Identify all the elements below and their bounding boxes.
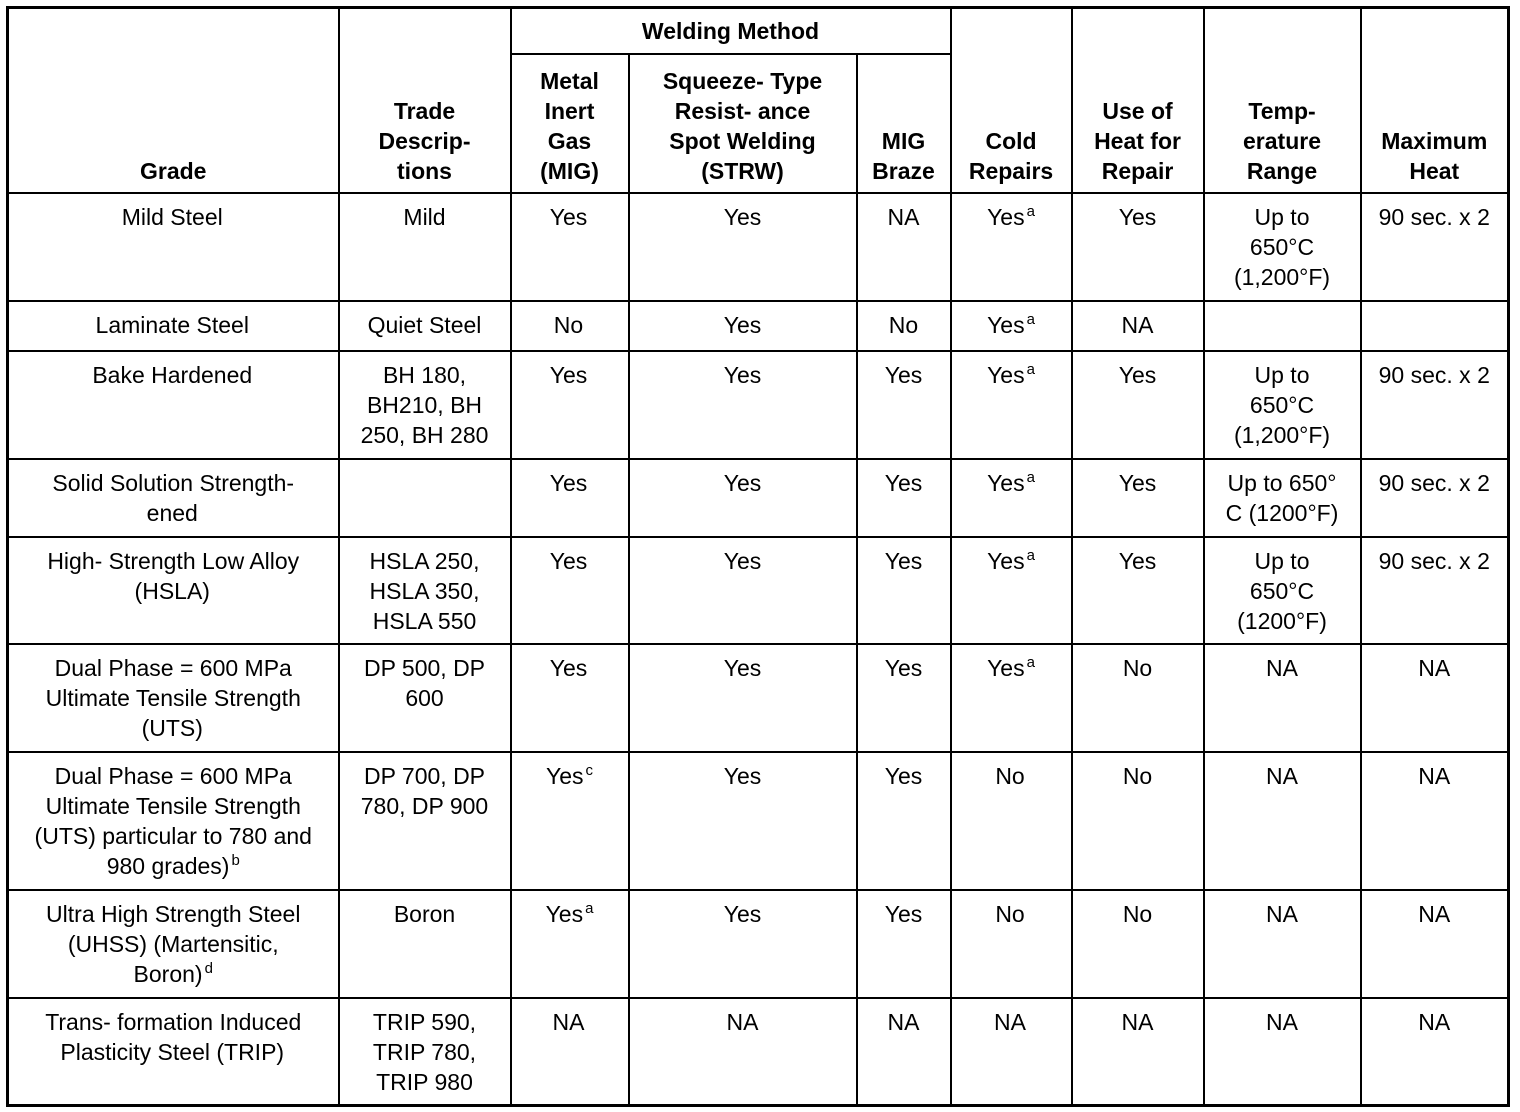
- cell-mig-braze: [857, 644, 951, 752]
- cell-cold-repairs-text: No: [995, 900, 1025, 927]
- steel-welding-table: [6, 6, 1510, 1107]
- cell-use-of-heat: [1072, 890, 1204, 998]
- cell-trade: [339, 752, 511, 890]
- cell-temperature-range-text: Up to 650°C (1,200°F): [1233, 361, 1331, 448]
- cell-strw: [629, 890, 857, 998]
- cell-mig-braze: [857, 752, 951, 890]
- cell-temperature-range-text: Up to 650°C (1200°F): [1237, 547, 1327, 634]
- cell-mig-text: Yes: [549, 469, 588, 496]
- header-strw: Squeeze- Type Resist- ance Spot Welding (STRW): [629, 54, 857, 193]
- cell-strw-text: Yes: [723, 547, 762, 574]
- cell-use-of-heat-text: No: [1122, 762, 1153, 789]
- cell-mig: [511, 459, 629, 537]
- cell-strw-text: Yes: [723, 762, 762, 789]
- footnote-marker: a: [1026, 310, 1035, 328]
- cell-temperature-range-text: NA: [1266, 654, 1298, 681]
- cell-grade-text: Ultra High Strength Steel (UHSS) (Martensitic, Boron): [46, 900, 301, 987]
- cell-mig: [511, 752, 629, 890]
- cell-cold-repairs-text: Yes: [987, 203, 1025, 230]
- cell-use-of-heat: [1072, 351, 1204, 459]
- cell-strw: [629, 193, 857, 301]
- cell-grade-text: Mild Steel: [121, 203, 223, 230]
- cell-temperature-range: [1204, 537, 1361, 644]
- cell-cold-repairs: [951, 193, 1072, 301]
- cell-trade: [339, 890, 511, 998]
- footnote-marker: b: [231, 851, 240, 869]
- cell-temperature-range-text: Up to 650°C (1,200°F): [1233, 203, 1331, 290]
- cell-mig-text: NA: [552, 1008, 585, 1035]
- cell-temperature-range: [1204, 193, 1361, 301]
- cell-cold-repairs: [951, 752, 1072, 890]
- cell-mig-braze-text: Yes: [884, 361, 923, 388]
- cell-use-of-heat-text: Yes: [1118, 361, 1157, 388]
- cell-cold-repairs: [951, 459, 1072, 537]
- cell-mig-text: Yes: [545, 762, 584, 789]
- cell-grade-text: High- Strength Low Alloy (HSLA): [47, 547, 300, 604]
- cell-trade: [339, 351, 511, 459]
- cell-mig-braze-text: No: [888, 311, 919, 338]
- footnote-marker: a: [1026, 202, 1035, 220]
- cell-use-of-heat-text: NA: [1121, 1008, 1154, 1035]
- cell-trade: [339, 193, 511, 301]
- cell-cold-repairs-text: Yes: [987, 547, 1025, 574]
- footnote-marker: d: [204, 959, 213, 977]
- cell-grade: [8, 193, 339, 301]
- cell-strw-text: NA: [726, 1008, 759, 1035]
- cell-mig-braze-text: Yes: [884, 900, 923, 927]
- cell-trade: [339, 301, 511, 351]
- cell-maximum-heat: [1361, 644, 1509, 752]
- cell-mig-braze-text: NA: [887, 203, 920, 230]
- cell-strw-text: Yes: [723, 361, 762, 388]
- cell-temperature-range: [1204, 351, 1361, 459]
- header-use-of-heat: Use of Heat for Repair: [1072, 8, 1204, 193]
- cell-use-of-heat: [1072, 644, 1204, 752]
- cell-cold-repairs-text: Yes: [987, 361, 1025, 388]
- cell-trade-text: TRIP 590, TRIP 780, TRIP 980: [372, 1008, 477, 1095]
- cell-maximum-heat-text: NA: [1418, 654, 1451, 681]
- cell-grade: [8, 890, 339, 998]
- cell-maximum-heat-text: 90 sec. x 2: [1378, 203, 1490, 230]
- cell-trade-text: DP 500, DP 600: [363, 654, 486, 711]
- cell-strw: [629, 752, 857, 890]
- cell-mig-braze-text: Yes: [884, 762, 923, 789]
- table-row: [8, 537, 1509, 644]
- cell-trade-text: Quiet Steel: [367, 311, 482, 338]
- cell-mig-braze-text: Yes: [884, 654, 923, 681]
- cell-mig: [511, 351, 629, 459]
- header-temperature-range: Temp- erature Range: [1204, 8, 1361, 193]
- table-row: [8, 998, 1509, 1106]
- cell-strw-text: Yes: [723, 311, 762, 338]
- footnote-marker: a: [1026, 653, 1035, 671]
- cell-use-of-heat-text: No: [1122, 900, 1153, 927]
- header-mig: Metal Inert Gas (MIG): [511, 54, 629, 193]
- cell-mig-text: Yes: [549, 654, 588, 681]
- cell-grade: [8, 998, 339, 1106]
- footnote-marker: a: [1026, 468, 1035, 486]
- cell-mig-braze: [857, 890, 951, 998]
- cell-strw: [629, 998, 857, 1106]
- footnote-marker: a: [1026, 546, 1035, 564]
- cell-mig-text: Yes: [545, 900, 584, 927]
- cell-mig-braze: [857, 351, 951, 459]
- cell-mig-text: Yes: [549, 361, 588, 388]
- cell-maximum-heat-text: NA: [1418, 762, 1451, 789]
- cell-mig-text: No: [553, 311, 584, 338]
- cell-maximum-heat: [1361, 752, 1509, 890]
- cell-maximum-heat: [1361, 351, 1509, 459]
- cell-mig: [511, 890, 629, 998]
- cell-temperature-range: [1204, 890, 1361, 998]
- cell-use-of-heat: [1072, 301, 1204, 351]
- cell-trade-text: DP 700, DP 780, DP 900: [360, 762, 489, 819]
- cell-strw: [629, 644, 857, 752]
- cell-temperature-range-text: Up to 650° C (1200°F): [1225, 469, 1339, 526]
- cell-mig-braze: [857, 301, 951, 351]
- cell-maximum-heat-text: 90 sec. x 2: [1378, 469, 1490, 496]
- cell-mig: [511, 193, 629, 301]
- cell-use-of-heat-text: No: [1122, 654, 1153, 681]
- cell-temperature-range: [1204, 459, 1361, 537]
- table-row: [8, 193, 1509, 301]
- cell-mig-braze-text: NA: [887, 1008, 920, 1035]
- cell-trade: [339, 537, 511, 644]
- cell-maximum-heat: [1361, 537, 1509, 644]
- cell-mig: [511, 537, 629, 644]
- cell-cold-repairs: [951, 890, 1072, 998]
- footnote-marker: c: [585, 761, 594, 779]
- cell-maximum-heat: [1361, 459, 1509, 537]
- cell-temperature-range-text: NA: [1266, 900, 1298, 927]
- cell-mig-text: Yes: [549, 203, 588, 230]
- cell-grade-text: Laminate Steel: [95, 311, 249, 338]
- cell-mig-braze: [857, 998, 951, 1106]
- cell-trade-text: HSLA 250, HSLA 350, HSLA 550: [369, 547, 480, 634]
- cell-mig-text: Yes: [549, 547, 588, 574]
- cell-strw: [629, 301, 857, 351]
- cell-maximum-heat-text: 90 sec. x 2: [1378, 547, 1490, 574]
- cell-use-of-heat-text: Yes: [1118, 547, 1157, 574]
- cell-cold-repairs: [951, 537, 1072, 644]
- cell-cold-repairs-text: NA: [994, 1008, 1026, 1035]
- cell-cold-repairs: [951, 351, 1072, 459]
- cell-use-of-heat: [1072, 998, 1204, 1106]
- cell-temperature-range: [1204, 644, 1361, 752]
- cell-trade: [339, 998, 511, 1106]
- cell-trade-text: BH 180, BH210, BH 250, BH 280: [360, 361, 489, 448]
- cell-temperature-range: [1204, 752, 1361, 890]
- cell-mig-braze: [857, 537, 951, 644]
- table-row: [8, 644, 1509, 752]
- cell-mig: [511, 998, 629, 1106]
- cell-grade: [8, 459, 339, 537]
- cell-temperature-range-text: NA: [1266, 1008, 1298, 1035]
- cell-grade: [8, 301, 339, 351]
- cell-strw-text: Yes: [723, 654, 762, 681]
- header-cold-repairs: Cold Repairs: [951, 8, 1072, 193]
- cell-strw: [629, 351, 857, 459]
- header-welding-method: Welding Method: [511, 8, 951, 54]
- header-trade-descriptions: Trade Descrip- tions: [339, 8, 511, 193]
- cell-strw: [629, 537, 857, 644]
- cell-grade-text: Dual Phase = 600 MPa Ultimate Tensile Strength (UTS) particular to 780 and 980 grades): [34, 762, 312, 879]
- header-grade: Grade: [8, 8, 339, 193]
- cell-cold-repairs-text: Yes: [987, 654, 1025, 681]
- cell-maximum-heat-text: NA: [1418, 1008, 1451, 1035]
- cell-cold-repairs-text: No: [995, 762, 1025, 789]
- cell-use-of-heat: [1072, 752, 1204, 890]
- cell-mig: [511, 301, 629, 351]
- cell-mig-braze-text: Yes: [884, 469, 923, 496]
- footnote-marker: a: [1026, 360, 1035, 378]
- cell-maximum-heat: [1361, 890, 1509, 998]
- cell-use-of-heat-text: NA: [1121, 311, 1154, 338]
- cell-grade: [8, 537, 339, 644]
- header-maximum-heat: Maximum Heat: [1361, 8, 1509, 193]
- table-row: [8, 752, 1509, 890]
- cell-maximum-heat: [1361, 193, 1509, 301]
- table-row: [8, 459, 1509, 537]
- cell-trade-text: Mild: [403, 203, 446, 230]
- cell-strw: [629, 459, 857, 537]
- cell-mig: [511, 644, 629, 752]
- cell-strw-text: Yes: [723, 469, 762, 496]
- cell-maximum-heat: [1361, 301, 1509, 351]
- cell-trade-text: Boron: [393, 900, 456, 927]
- table-row: [8, 890, 1509, 998]
- table-row: [8, 301, 1509, 351]
- cell-grade-text: Dual Phase = 600 MPa Ultimate Tensile Strength (UTS): [45, 654, 301, 741]
- cell-cold-repairs: [951, 301, 1072, 351]
- table-row: [8, 351, 1509, 459]
- cell-strw-text: Yes: [723, 203, 762, 230]
- header-mig-braze: MIG Braze: [857, 54, 951, 193]
- cell-mig-braze: [857, 459, 951, 537]
- cell-maximum-heat-text: 90 sec. x 2: [1378, 361, 1490, 388]
- cell-use-of-heat: [1072, 459, 1204, 537]
- cell-use-of-heat: [1072, 193, 1204, 301]
- cell-cold-repairs-text: Yes: [987, 469, 1025, 496]
- cell-maximum-heat-text: NA: [1418, 900, 1451, 927]
- cell-mig-braze-text: Yes: [884, 547, 923, 574]
- cell-temperature-range-text: NA: [1266, 762, 1298, 789]
- cell-use-of-heat: [1072, 537, 1204, 644]
- cell-grade-text: Solid Solution Strength- ened: [52, 469, 295, 526]
- cell-use-of-heat-text: Yes: [1118, 469, 1157, 496]
- cell-grade-text: Bake Hardened: [92, 361, 253, 388]
- cell-trade: [339, 459, 511, 537]
- cell-trade: [339, 644, 511, 752]
- cell-use-of-heat-text: Yes: [1118, 203, 1157, 230]
- table-body: [8, 193, 1509, 1106]
- cell-maximum-heat: [1361, 998, 1509, 1106]
- cell-strw-text: Yes: [723, 900, 762, 927]
- cell-grade-text: Trans- formation Induced Plasticity Steel (TRIP): [45, 1008, 302, 1065]
- footnote-marker: a: [585, 899, 594, 917]
- cell-mig-braze: [857, 193, 951, 301]
- cell-grade: [8, 351, 339, 459]
- cell-temperature-range: [1204, 301, 1361, 351]
- cell-temperature-range: [1204, 998, 1361, 1106]
- cell-cold-repairs-text: Yes: [987, 311, 1025, 338]
- cell-grade: [8, 644, 339, 752]
- cell-cold-repairs: [951, 998, 1072, 1106]
- cell-cold-repairs: [951, 644, 1072, 752]
- cell-grade: [8, 752, 339, 890]
